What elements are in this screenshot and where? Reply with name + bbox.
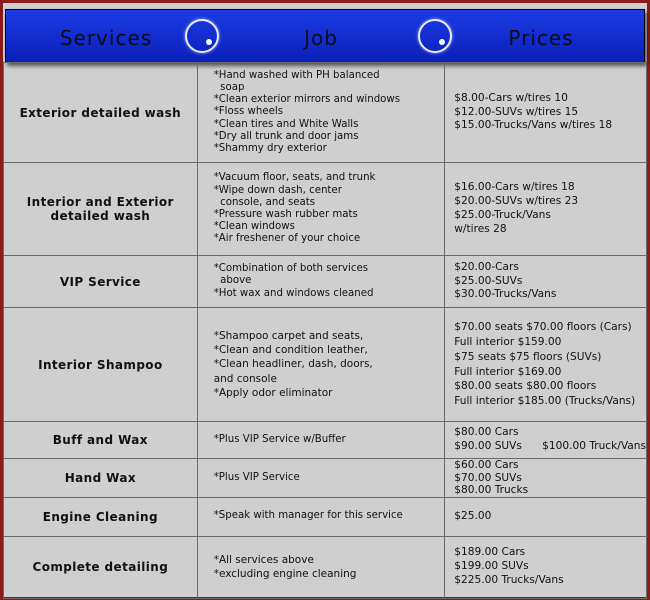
price-line: $199.00 SUVs [454,560,529,573]
price-list [445,63,647,163]
price-line: $20.00-SUVs w/tires 23 [454,195,579,208]
price-line: $12.00-SUVs w/tires 15 [454,105,579,118]
job-description [197,256,445,308]
table-row [4,308,647,422]
job-line: *Clean headliner, dash, doors, [213,358,373,371]
price-list [445,256,647,308]
price-line: $225.00 Trucks/Vans [454,573,564,586]
job-line: *Pressure wash rubber mats [213,209,358,220]
table-row [4,256,647,308]
service-name: VIP Service [4,256,198,308]
price-line: $25.00-Truck/Vans [454,209,551,221]
job-description [197,308,445,422]
job-description [197,163,445,256]
job-line: console, and seats [213,196,316,208]
price-list [445,497,647,536]
job-line: *Combination of both services [213,263,369,275]
price-list [445,459,647,498]
price-line: $20.00-Cars [454,260,519,273]
job-line: *excluding engine cleaning [213,568,357,580]
job-line: *Vacuum floor, seats, and trunk [213,172,376,184]
table-row [4,163,647,256]
job-line: *Plus VIP Service w/Buffer [213,433,346,445]
price-line: $16.00-Cars w/tires 18 [454,181,575,194]
job-line: *Shammy dry exterior [213,143,327,154]
job-line: above [213,275,252,287]
circle-icon [185,19,219,53]
services-table [3,62,647,599]
price-list [445,422,647,459]
job-line: *Clean and condition leather, [213,344,368,357]
service-name: Engine Cleaning [4,497,198,536]
table-row [4,536,647,598]
table-row [4,422,647,459]
job-line: *Apply odor eliminator [213,386,333,399]
service-name: Hand Wax [4,459,198,498]
service-name: Interior and Exterior detailed wash [4,163,198,256]
job-line: soap [213,81,245,93]
price-line: $189.00 Cars [454,546,526,559]
job-line: *All services above [213,553,314,566]
price-line: Full interior $169.00 [454,365,562,378]
job-line: *Air freshener of your choice [213,233,361,245]
job-description [197,497,445,536]
price-line: $25.00 [454,509,492,522]
header-prices: Prices [508,26,574,50]
price-line: $70.00 SUVs [454,471,522,484]
price-line: w/tires 28 [454,222,507,235]
price-line: $80.00 seats $80.00 floors [454,380,597,393]
price-line: $30.00-Trucks/Vans [454,288,557,301]
job-line: *Hot wax and windows cleaned [213,287,374,299]
job-description [197,536,445,598]
job-line: *Wipe down dash, center [213,184,342,196]
table-row [4,63,647,163]
price-line: $80.00 Cars [454,426,519,439]
price-line: Full interior $159.00 [454,335,562,348]
table-header [5,9,645,63]
job-description [197,63,445,163]
service-name: Interior Shampoo [4,308,198,422]
job-line: *Floss wheels [213,106,284,118]
price-line: $15.00-Trucks/Vans w/tires 18 [454,119,613,132]
job-line: *Speak with manager for this service [213,510,403,522]
price-list [445,308,647,422]
price-line: Full interior $185.00 (Trucks/Vans) [454,395,636,408]
price-line: $75 seats $75 floors (SUVs) [454,350,602,363]
job-line: and console [213,372,277,385]
service-name: Complete detailing [4,536,198,598]
header-services: Services [59,26,153,50]
price-line: $80.00 Trucks [454,484,529,496]
price-line: $70.00 seats $70.00 floors (Cars) [454,321,632,334]
job-line: *Clean exterior mirrors and windows [213,94,401,106]
job-description [197,459,445,498]
job-line: *Clean windows [213,221,295,233]
job-line: *Clean tires and White Walls [213,118,359,130]
price-list [445,163,647,256]
job-line: *Shampoo carpet and seats, [213,329,364,342]
price-line: $90.00 SUVs $100.00 Truck/Vans [454,440,646,452]
price-line: $8.00-Cars w/tires 10 [454,91,568,104]
table-row [4,497,647,536]
job-line: *Hand washed with PH balanced [213,69,380,81]
price-list [445,536,647,598]
price-line: $60.00 Cars [454,459,519,471]
job-line: *Dry all trunk and door jams [213,130,359,142]
header-job: Job [304,26,338,50]
service-name: Buff and Wax [4,422,198,459]
service-name: Exterior detailed wash [4,63,198,163]
job-description [197,422,445,459]
price-line: $25.00-SUVs [454,274,523,287]
table-row [4,459,647,498]
job-line: *Plus VIP Service [213,471,300,483]
